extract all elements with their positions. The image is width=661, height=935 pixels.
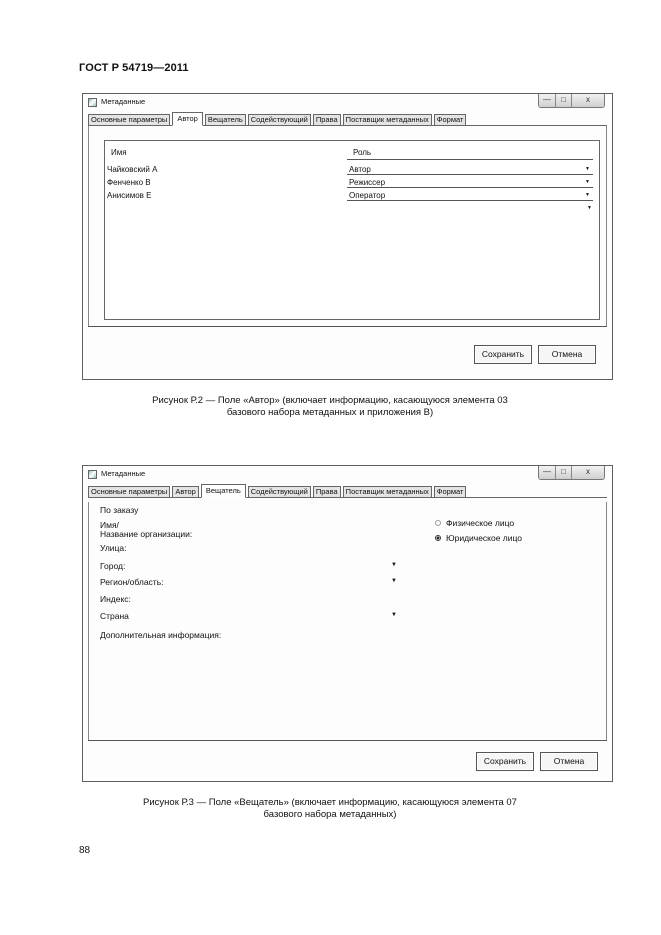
app-icon (88, 98, 97, 107)
column-header-name: Имя (111, 148, 127, 157)
tab-author[interactable]: Автор (172, 486, 199, 497)
metadata-window-broadcaster (82, 465, 613, 782)
by-order-label: По заказу (100, 505, 139, 515)
window-title: Метаданные (101, 469, 146, 478)
role-value: Режиссер (349, 178, 386, 187)
app-icon (88, 470, 97, 479)
save-button[interactable]: Сохранить (474, 345, 532, 364)
role-dropdown[interactable] (347, 190, 593, 201)
minimize-button[interactable]: — (539, 94, 556, 107)
figure-caption-p2 (60, 395, 600, 419)
column-header-role: Роль (353, 148, 372, 157)
footer-separator (88, 326, 607, 327)
cancel-button[interactable]: Отмена (538, 345, 596, 364)
document-header: ГОСТ Р 54719—2011 (79, 62, 189, 74)
radio-label: Физическое лицо (446, 518, 515, 528)
close-button[interactable]: x (572, 94, 604, 107)
name-label: Имя/ (100, 520, 119, 530)
tab-main-params[interactable]: Основные параметры (88, 114, 170, 125)
tab-broadcaster[interactable]: Вещатель (205, 114, 246, 125)
tab-metadata-provider[interactable]: Поставщик метаданных (343, 486, 432, 497)
window-title: Метаданные (101, 97, 146, 106)
tab-contributor[interactable]: Содействующий (248, 486, 311, 497)
tab-contributor[interactable]: Содействующий (248, 114, 311, 125)
tab-strip (88, 486, 607, 498)
radio-legal-entity[interactable] (435, 533, 522, 543)
tab-rights[interactable]: Права (313, 114, 341, 125)
country-dropdown-arrow-icon[interactable]: ▼ (391, 612, 397, 618)
tab-format[interactable]: Формат (434, 114, 467, 125)
window-controls (538, 466, 605, 480)
street-label: Улица: (100, 543, 127, 553)
city-dropdown-arrow-icon[interactable]: ▼ (391, 562, 397, 568)
caption-line: Рисунок Р.3 — Поле «Вещатель» (включает информацию, касающуюся элемента 07 (143, 797, 517, 808)
caption-line: базового набора метаданных) (263, 809, 397, 820)
close-button[interactable]: x (572, 466, 604, 479)
footer-separator (88, 740, 607, 741)
region-dropdown-arrow-icon[interactable]: ▼ (391, 578, 397, 584)
radio-label: Юридическое лицо (446, 533, 523, 543)
caption-line: базового набора метаданных и приложения В) (226, 407, 434, 418)
figure-caption-p3 (60, 797, 600, 821)
maximize-button[interactable]: □ (556, 466, 572, 479)
index-label: Индекс: (100, 594, 131, 604)
title-bar[interactable] (83, 466, 612, 484)
country-label: Страна (100, 611, 129, 621)
caption-line: Рисунок Р.2 — Поле «Автор» (включает информацию, касающуюся элемента 03 (152, 395, 508, 406)
tab-rights[interactable]: Права (313, 486, 341, 497)
role-value: Автор (349, 165, 371, 174)
table-row-name: Чайковский А (107, 165, 158, 174)
dropdown-arrow-icon: ▼ (585, 192, 590, 198)
tab-broadcaster[interactable]: Вещатель (201, 484, 246, 498)
cancel-button[interactable]: Отмена (540, 752, 598, 771)
window-controls (538, 94, 605, 108)
dropdown-arrow-icon: ▼ (585, 179, 590, 185)
new-row-dropdown-arrow-icon[interactable]: ▼ (587, 205, 592, 211)
tab-strip (88, 114, 607, 126)
page-number: 88 (79, 845, 91, 856)
table-row-name: Фенченко В (107, 178, 151, 187)
organization-name-label: Название организации: (100, 529, 193, 539)
region-label: Регион/область: (100, 577, 164, 587)
table-row-name: Анисимов Е (107, 191, 152, 200)
radio-individual[interactable] (435, 518, 514, 528)
city-label: Город: (100, 561, 126, 571)
maximize-button[interactable]: □ (556, 94, 572, 107)
dropdown-arrow-icon: ▼ (585, 166, 590, 172)
minimize-button[interactable]: — (539, 466, 556, 479)
role-dropdown[interactable] (347, 177, 593, 188)
tab-metadata-provider[interactable]: Поставщик метаданных (343, 114, 432, 125)
radio-button[interactable] (435, 520, 441, 526)
tab-author[interactable]: Автор (172, 112, 203, 126)
save-button[interactable]: Сохранить (476, 752, 534, 771)
authors-table (104, 140, 600, 320)
role-dropdown[interactable] (347, 164, 593, 175)
tab-format[interactable]: Формат (434, 486, 467, 497)
tab-main-params[interactable]: Основные параметры (88, 486, 170, 497)
header-underline (347, 159, 593, 160)
additional-info-label: Дополнительная информация: (100, 630, 222, 640)
radio-button-selected[interactable] (435, 535, 441, 541)
role-value: Оператор (349, 191, 386, 200)
title-bar[interactable] (83, 94, 612, 112)
